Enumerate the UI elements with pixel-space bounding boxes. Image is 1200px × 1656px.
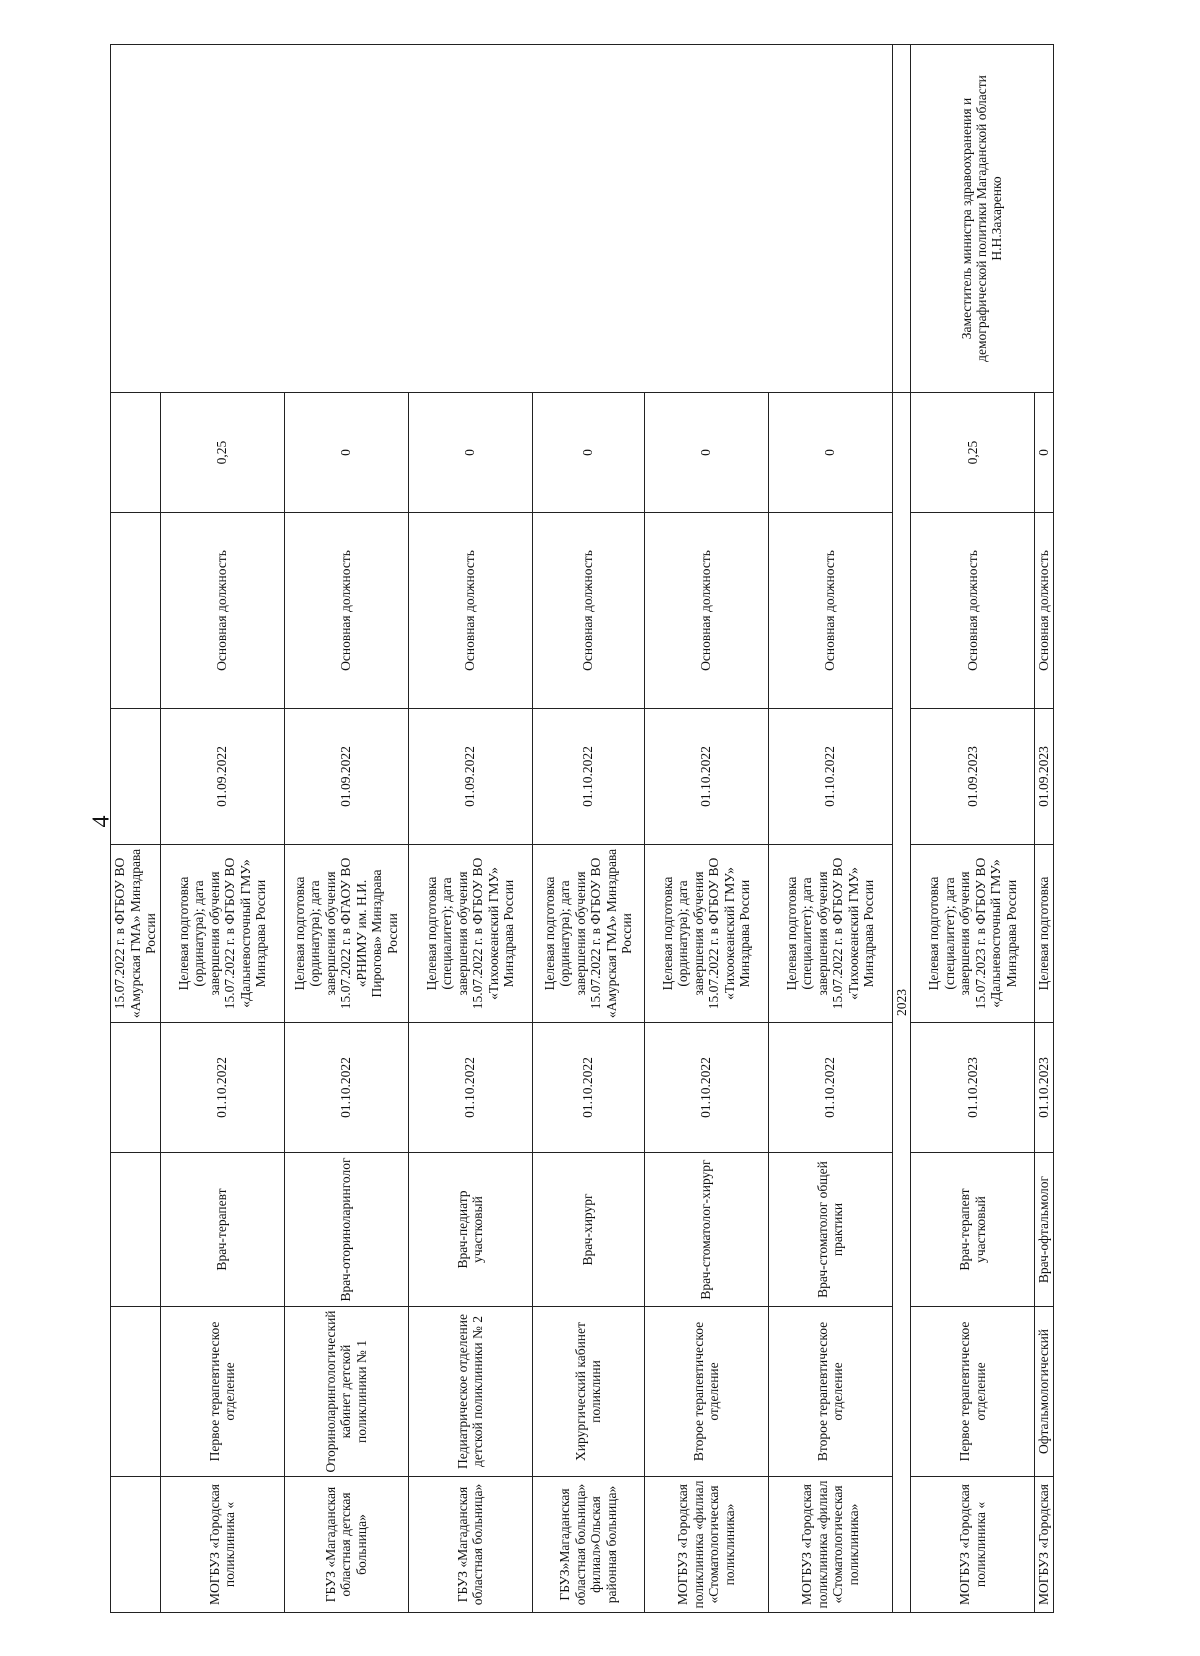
- cell-post-type: Основная должность: [284, 513, 408, 709]
- cell-org: ГБУЗ»Магаданская областная больница» филиал»Ольская районная больница»: [532, 1477, 644, 1613]
- cell-training: Целевая подготовка (ординатура); дата завершения обучения 15.07.2022 г. в ФГБОУ ВО «Тихоокеанский ГМУ» Минздрава России: [644, 845, 768, 1023]
- cell-date2: 01.10.2022: [532, 709, 644, 845]
- signature-spacer: [892, 45, 911, 393]
- cell-position: Врач-терапевт: [160, 1153, 284, 1307]
- cell-date2: [111, 709, 161, 845]
- cell-org: МОГБУЗ «Городская поликлиника «филиал «Стоматологическая поликлиника»: [768, 1477, 892, 1613]
- cell-position: Врач-стоматолог общей практики: [768, 1153, 892, 1307]
- cell-org: [111, 1477, 161, 1613]
- cell-department: Первое терапевтическое отделение: [911, 1307, 1035, 1477]
- cell-date1: 01.10.2023: [911, 1023, 1035, 1153]
- year-row: [892, 45, 911, 1613]
- cell-post-type: Основная должность: [644, 513, 768, 709]
- cell-training: Целевая подготовка (специалитет); дата завершения обучения 15.07.2023 г. в ФГБОУ ВО «Дальневосточный ГМУ» Минздрава России: [911, 845, 1035, 1023]
- cell-rate: 0: [768, 393, 892, 513]
- cell-department: Второе терапевтическое отделение: [768, 1307, 892, 1477]
- cell-org: МОГБУЗ «Городская поликлиника «: [160, 1477, 284, 1613]
- cell-rate: 0,25: [160, 393, 284, 513]
- cell-date1: 01.10.2022: [644, 1023, 768, 1153]
- cell-department: [111, 1307, 161, 1477]
- year-label: 2023: [892, 393, 911, 1613]
- cell-post-type: [111, 513, 161, 709]
- staffing-table: [110, 44, 1054, 1613]
- cell-date2: 01.09.2023: [911, 709, 1035, 845]
- cell-position: Врач-оториноларинголог: [284, 1153, 408, 1307]
- cell-post-type: Основная должность: [160, 513, 284, 709]
- cell-org: МОГБУЗ «Городская: [1035, 1477, 1054, 1613]
- cell-department: Педиатрическое отделение детской поликлиники № 2: [408, 1307, 532, 1477]
- cell-rate: 0: [284, 393, 408, 513]
- cell-department: Офтальмологический: [1035, 1307, 1054, 1477]
- cell-date2: 01.09.2023: [1035, 709, 1054, 845]
- cell-rate: [111, 393, 161, 513]
- page-number: 4: [88, 815, 115, 828]
- cell-position: Врач-офтальмолог: [1035, 1153, 1054, 1307]
- cell-rate: 0,25: [911, 393, 1035, 513]
- cell-training: Целевая подготовка (ординатура); дата завершения обучения 15.07.2022 г. в ФГАОУ ВО «РНИМУ им. Н.И. Пирогова» Минздрава России: [284, 845, 408, 1023]
- cell-date1: 01.10.2022: [532, 1023, 644, 1153]
- cell-date1: 01.10.2022: [160, 1023, 284, 1153]
- cell-training: Целевая подготовка (специалитет); дата завершения обучения 15.07.2022 г. в ФГБОУ ВО «Тихоокеанский ГМУ» Минздрава России: [768, 845, 892, 1023]
- cell-position: Врач-терапевт участковый: [911, 1153, 1035, 1307]
- cell-date1: [111, 1023, 161, 1153]
- rotated-table-sheet: [110, 45, 1096, 1613]
- cell-position: Врач-стоматолог-хирург: [644, 1153, 768, 1307]
- cell-position: Врач-педиатр участковый: [408, 1153, 532, 1307]
- cell-post-type: Основная должность: [768, 513, 892, 709]
- cell-position: [111, 1153, 161, 1307]
- cell-department: Оториноларингологический кабинет детской поликлиники № 1: [284, 1307, 408, 1477]
- cell-department: Хирургический кабинет поликлини: [532, 1307, 644, 1477]
- cell-date1: 01.10.2022: [768, 1023, 892, 1153]
- cell-date2: 01.09.2022: [160, 709, 284, 845]
- signature-block: Заместитель министра здравоохранения и демографической политики Магаданской области Н.Н.Захаренко: [911, 45, 1054, 393]
- cell-date1: 01.10.2022: [284, 1023, 408, 1153]
- cell-post-type: Основная должность: [911, 513, 1035, 709]
- cell-date2: 01.09.2022: [408, 709, 532, 845]
- table-row: [911, 45, 1035, 1613]
- cell-post-type: Основная должность: [408, 513, 532, 709]
- cell-date1: 01.10.2023: [1035, 1023, 1054, 1153]
- cell-training: Целевая подготовка (ординатура); дата завершения обучения 15.07.2022 г. в ФГБОУ ВО «Амурская ГМА» Минздрава России: [532, 845, 644, 1023]
- cell-rate: 0: [532, 393, 644, 513]
- cell-org: МОГБУЗ «Городская поликлиника «: [911, 1477, 1035, 1613]
- cell-org: МОГБУЗ «Городская поликлиника «филиал «Стоматологическая поликлиника»: [644, 1477, 768, 1613]
- cell-rate: 0: [644, 393, 768, 513]
- cell-training: 15.07.2022 г. в ФГБОУ ВО «Амурская ГМА» Минздрава России: [111, 845, 161, 1023]
- cell-date2: 01.10.2022: [644, 709, 768, 845]
- cell-department: Второе терапевтическое отделение: [644, 1307, 768, 1477]
- cell-training: Целевая подготовка (специалитет); дата завершения обучения 15.07.2022 г. в ФГБОУ ВО «Тихоокеанский ГМУ» Минздрава России: [408, 845, 532, 1023]
- cell-position: Врач-хирург: [532, 1153, 644, 1307]
- cell-training: Целевая подготовка: [1035, 845, 1054, 1023]
- cell-department: Первое терапевтическое отделение: [160, 1307, 284, 1477]
- cell-post-type: Основная должность: [1035, 513, 1054, 709]
- cell-rate: 0: [1035, 393, 1054, 513]
- cell-date1: 01.10.2022: [408, 1023, 532, 1153]
- cell-date2: 01.10.2022: [768, 709, 892, 845]
- cell-org: ГБУЗ «Магаданская областная больница»: [408, 1477, 532, 1613]
- continuation-row: [111, 45, 161, 1613]
- cell-org: ГБУЗ «Магаданская областная детская больница»: [284, 1477, 408, 1613]
- cell-training: Целевая подготовка (ординатура); дата завершения обучения 15.07.2022 г. в ФГБОУ ВО «Дальневосточный ГМУ» Минздрава России: [160, 845, 284, 1023]
- cell-post-type: Основная должность: [532, 513, 644, 709]
- cell-date2: 01.09.2022: [284, 709, 408, 845]
- cell-rate: 0: [408, 393, 532, 513]
- signature-blank-area: [111, 45, 893, 393]
